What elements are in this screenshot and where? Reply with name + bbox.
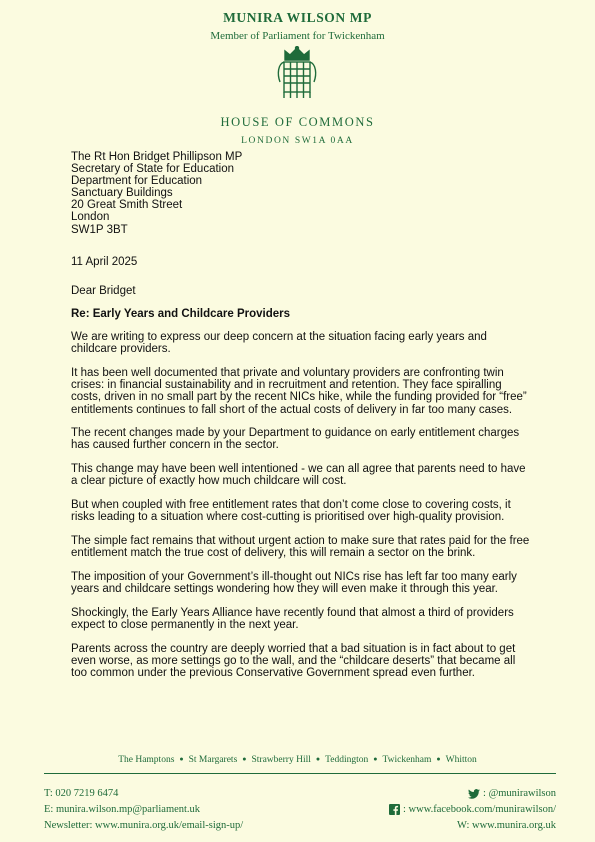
contact-left [44,786,243,834]
body-paragraph: The imposition of your Government’s ill-thought out NICs rise has left far too many early years and childcare settings wondering how they will even make it through this year. [71,570,517,596]
recipient-line: Department for Education [71,175,203,188]
body-paragraph: This change may have been well intentioned - we can all agree that parents need to have a clear picture of exactly how much childcare will cost. [71,463,526,488]
letter-body [71,331,531,691]
place-name: The Hamptons [118,755,175,765]
twitter-handle: : @munirawilson [483,788,556,799]
body-paragraph: Shockingly, the Early Years Alliance have recently found that almost a third of providers expect to close permanently in the next year. [71,606,514,631]
salutation: Dear Bridget [71,285,136,297]
place-separator: ● [436,755,441,763]
place-separator: ● [179,755,184,763]
phone-number: T: 020 7219 6474 [44,788,119,799]
place-separator: ● [315,755,321,763]
recipient-line: 20 Great Smith Street [71,199,183,212]
place-separator: ● [242,755,247,763]
facebook-icon [389,804,400,815]
portcullis-logo [276,46,318,104]
newsletter-link[interactable]: Newsletter: www.munira.org.uk/email-sign-up/ [44,820,244,831]
house-address: LONDON SW1A 0AA [241,136,354,146]
twitter-bird-icon [468,789,480,799]
mp-constituency: Member of Parliament for Twickenham [210,30,385,42]
body-paragraph: But when coupled with free entitlement rates that don’t come close to covering costs, it risks leading to a situation where cost-cutting is prioritised over high-quality provision. [71,499,511,524]
recipient-line: London [71,211,110,224]
email-link[interactable]: E: munira.wilson.mp@parliament.uk [44,804,201,815]
letter-date: 11 April 2025 [71,256,138,268]
twitter-contact[interactable] [389,786,556,802]
recipient-address [71,151,242,236]
body-paragraph: We are writing to express our deep concern at the situation facing early years and childcare providers. [71,331,487,356]
body-paragraph: The recent changes made by your Department to guidance on early entitlement charges has caused further concern in the sector. [71,427,520,452]
body-paragraph: The simple fact remains that without urgent action to make sure that rates paid for the free entitlement match the true cost of delivery, this will remain a sector on the brink. [71,534,530,560]
mp-name: MUNIRA WILSON MP [223,10,372,25]
place-name: Teddington [325,755,369,765]
house-of-commons: HOUSE OF COMMONS [220,115,375,129]
place-name: St Margarets [188,755,238,765]
facebook-url: : www.facebook.com/munirawilson/ [403,804,556,815]
website-link[interactable]: W: www.munira.org.uk [456,820,556,831]
footer-divider [44,773,556,774]
subject-line: Re: Early Years and Childcare Providers [71,308,291,320]
constituency-places [0,755,595,765]
place-name: Whitton [445,755,477,765]
recipient-line: SW1P 3BT [71,223,128,236]
recipient-line: The Rt Hon Bridget Phillipson MP [71,151,243,163]
place-separator: ● [373,755,378,763]
facebook-contact[interactable] [389,802,556,818]
place-name: Twickenham [382,755,432,765]
contact-right [389,786,556,834]
body-paragraph: It has been well documented that private and voluntary providers are confronting twin crises: in financial sustainability and in recruitment and retention. They face spiralling costs, driven in no small part by the recent NICs hike, while the funding provided for “free” entitlements continues to fall short of the actual costs of delivery in far too many cases. [71,366,527,416]
body-paragraph: Parents across the country are deeply worried that a bad situation is in fact about to get even worse, as more settings go to the wall, and the “childcare deserts” that became all too common under the previous Conservative Government spread even further. [71,642,516,680]
recipient-line: Sanctuary Buildings [71,187,173,200]
recipient-line: Secretary of State for Education [71,163,235,176]
place-name: Strawberry Hill [251,755,311,765]
